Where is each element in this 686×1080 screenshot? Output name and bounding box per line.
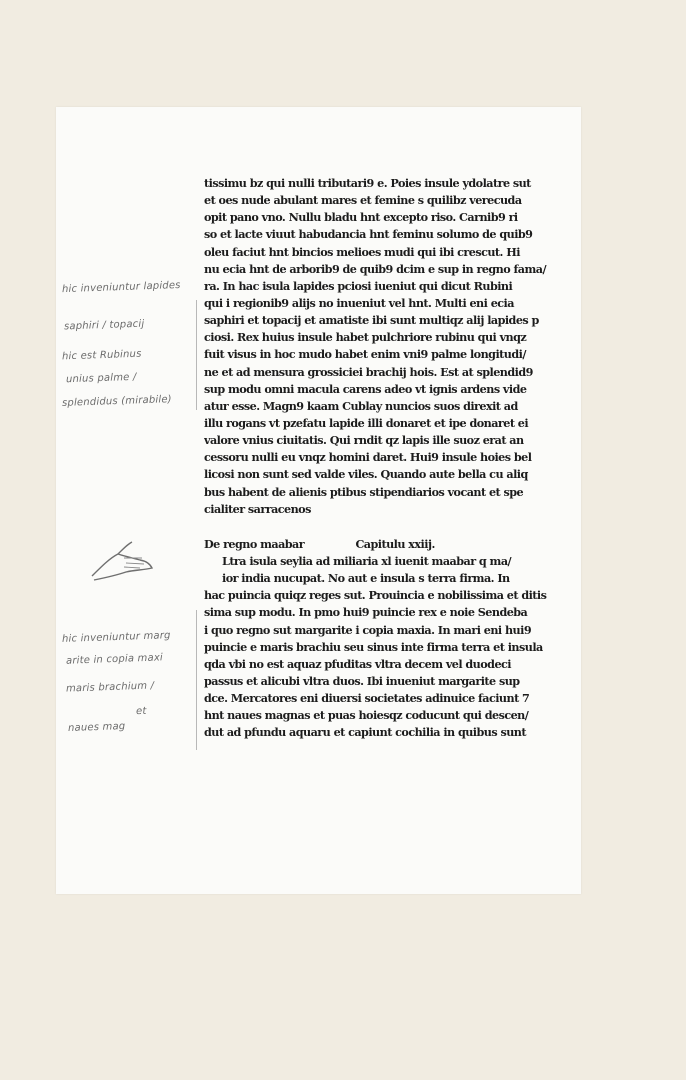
margin-note: arite in copia maxi xyxy=(65,652,164,667)
margin-note: et xyxy=(135,705,147,718)
text-line: qui i regionib9 alijs no inueniut vel hnt. Multi eni ecia xyxy=(204,295,514,310)
text-line: bus habent de alienis ptibus stipendiarios vocant et spe xyxy=(204,484,524,499)
text-line: dut ad pfundu aquaru et capiunt cochilia in quibus sunt xyxy=(204,725,526,740)
text-line: qda vbi no est aquaz pfuditas vltra decem vel duodeci xyxy=(204,656,511,671)
text-line: hac puincia quiqz reges sut. Prouincia e nobilissima et ditis xyxy=(204,588,547,603)
text-line: cialiter sarracenos xyxy=(204,501,311,516)
margin-note: naues mag xyxy=(67,721,126,734)
text-line: fuit visus in hoc mudo habet enim vni9 palme longitudi/ xyxy=(204,347,526,362)
text-line: passus et alicubi vltra duos. Ibi inueniut margarite sup xyxy=(204,673,520,688)
text-line: sima sup modu. In pmo hui9 puincie rex e noie Sendeba xyxy=(204,605,528,620)
text-line: sup modu omni macula carens adeo vt ignis ardens vide xyxy=(204,381,527,396)
text-line: ciosi. Rex huius insule habet pulchriore rubinu qui vnqz xyxy=(204,330,527,345)
margin-note: splendidus (mirabile) xyxy=(61,394,173,409)
margin-rule xyxy=(196,300,197,410)
margin-note: hic est Rubinus xyxy=(61,348,142,363)
chapter-title: De regno maabar xyxy=(204,536,305,551)
chapter-heading xyxy=(204,536,566,553)
chapter-number: Capitulu xxiij. xyxy=(355,536,435,551)
margin-note: hic inveniuntur marg xyxy=(61,630,171,645)
text-line: cessoru nulli eu vnqz homini daret. Hui9 insule hoies bel xyxy=(204,450,532,465)
margin-rule xyxy=(196,610,197,750)
text-line: valore vnius ciuitatis. Qui rndit qz lapis ille suoz erat an xyxy=(204,433,524,448)
margin-note: hic inveniuntur lapides xyxy=(61,279,181,296)
margin-note: unius palme / xyxy=(65,371,137,386)
text-line: atur esse. Magn9 kaam Cublay nuncios suos direxit ad xyxy=(204,398,518,413)
text-line: ior india nucupat. No aut e insula s terra firma. In xyxy=(222,571,510,586)
text-line: Ltra isula seylia ad miliaria xl iuenit maabar q ma/ xyxy=(222,553,512,568)
pointing-hand-icon xyxy=(84,536,164,586)
text-line: ne et ad mensura grossiciei brachij hois. Est at splendid9 xyxy=(204,364,533,379)
margin-note: saphiri / topacij xyxy=(63,318,145,333)
text-line: licosi non sunt sed valde viles. Quando aute bella cu aliq xyxy=(204,467,528,482)
text-line: so et lacte viuut habudancia hnt feminu solumo de quib9 xyxy=(204,227,533,242)
text-line: i quo regno sut margarite i copia maxia. In mari eni hui9 xyxy=(204,622,532,637)
text-line: nu ecia hnt de arborib9 de quib9 dcim e sup in regno fama/ xyxy=(204,261,546,276)
spacer xyxy=(204,518,566,536)
text-line: hnt naues magnas et puas hoiesqz coducunt qui descen/ xyxy=(204,708,529,723)
margin-note: maris brachium / xyxy=(65,680,155,695)
text-line: dce. Mercatores eni diuersi societates adinuice faciunt 7 xyxy=(204,691,530,706)
text-line: opit pano vno. Nullu bladu hnt excepto riso. Carnib9 ri xyxy=(204,210,518,225)
text-line: tissimu bz qui nulli tributari9 e. Poies insule ydolatre sut xyxy=(204,176,531,190)
text-line: et oes nude abulant mares et femine s quilibz verecuda xyxy=(204,193,522,208)
text-line: illu rogans vt pzefatu lapide illi donaret et ipe donaret ei xyxy=(204,415,529,430)
text-line: saphiri et topacij et amatiste ibi sunt multiqz alij lapides p xyxy=(204,313,539,328)
main-text-column xyxy=(204,175,566,742)
text-line: oleu faciut hnt bincios melioes mudi qui ibi crescut. Hi xyxy=(204,244,520,259)
text-line: puincie e maris brachiu seu sinus inte firma terra et insula xyxy=(204,639,543,654)
text-line: ra. In hac isula lapides pciosi iueniut qui dicut Rubini xyxy=(204,278,513,293)
